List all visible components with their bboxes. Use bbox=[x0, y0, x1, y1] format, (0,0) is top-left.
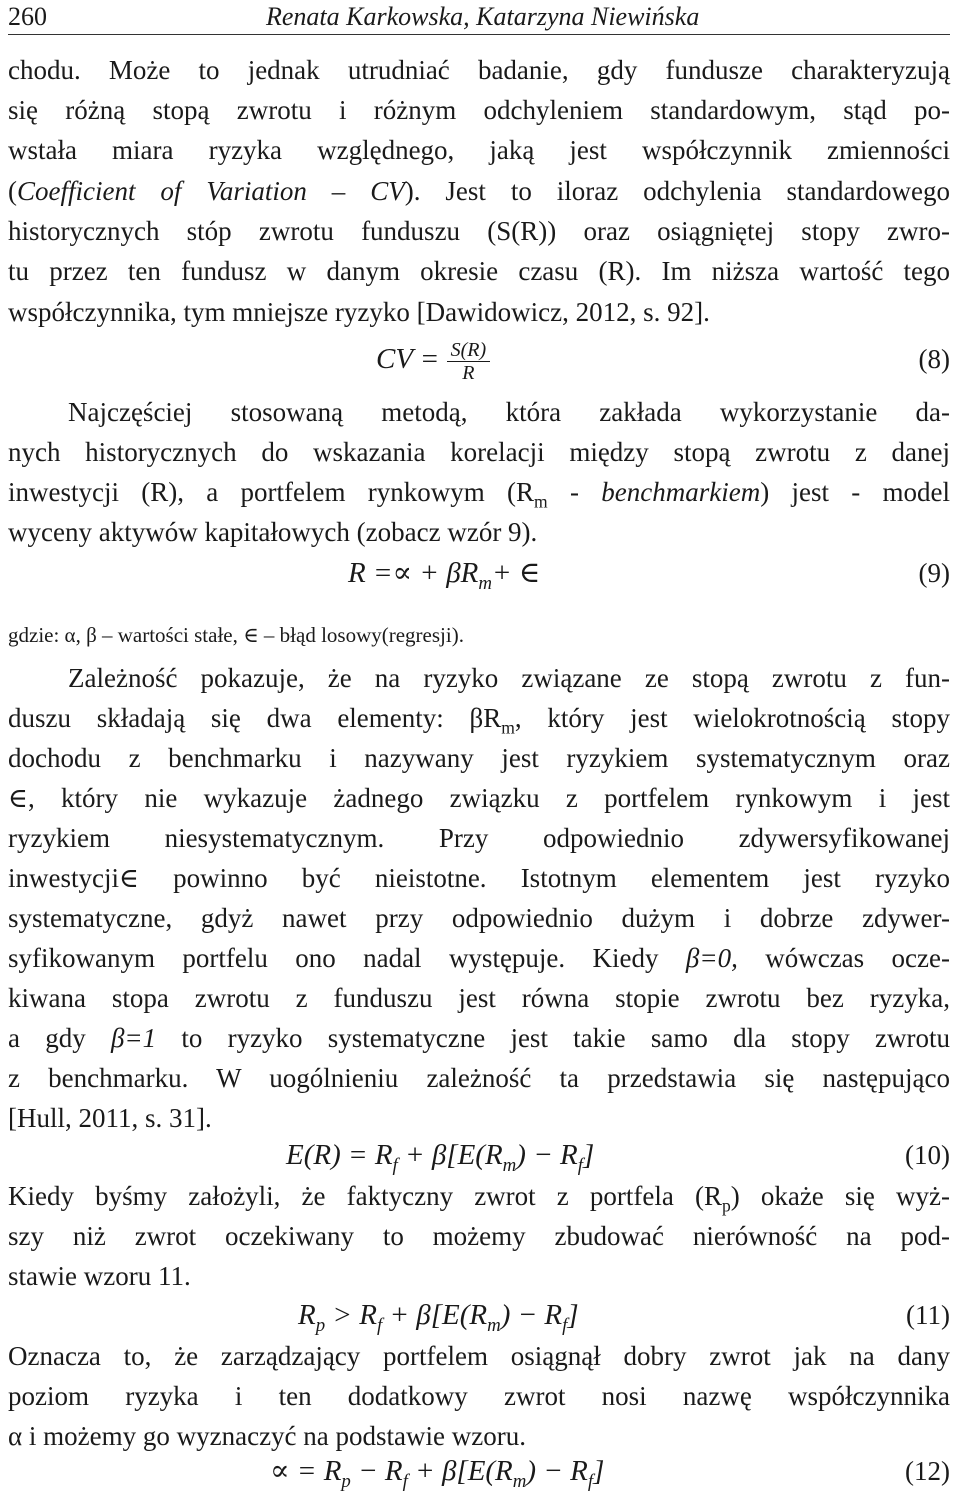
text-line: duszu składają się dwa elementy: $\beta R_m$, który jest wielokrotnością stopy bbox=[8, 703, 951, 738]
formula-10-expression: $E(R) = R_f + \beta[E(R_m) - R_f]$ bbox=[286, 1139, 595, 1176]
text-line: wyceny aktywów kapitałowych (zobacz wzór 9). bbox=[8, 517, 538, 547]
formula-12-expression: ∝ = $R_p - R_f + \beta[E(R_m) - R_f]$ bbox=[270, 1455, 605, 1492]
text-line: szy niż zwrot oczekiwany to możemy zbudować nierówność na pod- bbox=[8, 1221, 950, 1251]
text-line: Zależność pokazuje, że na ryzyko związane ze stopą zwrotu z fun- bbox=[68, 663, 950, 693]
text-line: dochodu z benchmarku i nazywany jest ryzykiem systematycznym oraz bbox=[8, 743, 950, 773]
formula-11 bbox=[8, 1294, 950, 1336]
formula-9 bbox=[8, 552, 950, 594]
text-line: ryzykiem niesystematycznym. Przy odpowiednio zdywersyfikowanej bbox=[8, 823, 950, 853]
text-line: się różną stopą zwrotu i różnym odchyleniem standardowym, stąd po- bbox=[8, 95, 950, 125]
text-line: wstała miara ryzyka względnego, jaką jest współczynnik zmienności bbox=[8, 135, 950, 165]
text-line: Oznacza to, że zarządzający portfelem osiągnął dobry zwrot jak na dany bbox=[8, 1341, 950, 1371]
running-head-authors: Renata Karkowska, Katarzyna Niewińska bbox=[266, 2, 700, 31]
formula-8-expression: CV = $\frac{S(R)}{R}$ bbox=[376, 338, 490, 384]
formula-number: (10) bbox=[905, 1140, 950, 1170]
text-line: nych historycznych do wskazania korelacji między stopą zwrotu z danej bbox=[8, 437, 950, 467]
text-line: α i możemy go wyznaczyć na podstawie wzoru. bbox=[8, 1421, 526, 1451]
formula-note: gdzie: α, β – wartości stałe, ∈ – błąd losowy(regresji). bbox=[8, 623, 464, 647]
formula-number: (8) bbox=[918, 344, 950, 374]
page-number: 260 bbox=[8, 2, 47, 31]
formula-9-expression: R =∝ + $\beta R_m+$ ∈ bbox=[348, 557, 541, 594]
text-line: syfikowanym portfelu ono nadal występuje. Kiedy β=0, wówczas ocze- bbox=[8, 943, 950, 973]
text-line: (Coefficient of Variation – CV). Jest to iloraz odchylenia standardowego bbox=[8, 176, 950, 206]
text-line: systematyczne, gdyż nawet przy odpowiednio dużym i dobrze zdywer- bbox=[8, 903, 950, 933]
text-line: Najczęściej stosowaną metodą, która zakłada wykorzystanie da- bbox=[68, 397, 950, 427]
text-line: historycznych stóp zwrotu funduszu (S(R)) oraz osiągniętej stopy zwro- bbox=[8, 216, 950, 246]
text-line: Kiedy byśmy założyli, że faktyczny zwrot z portfela $(R_p)$ okaże się wyż- bbox=[8, 1181, 950, 1216]
italic-term: Coefficient of Variation – CV bbox=[17, 176, 405, 206]
formula-10 bbox=[8, 1134, 950, 1176]
page-header bbox=[8, 0, 950, 35]
text-line: a gdy β=1 to ryzyko systematyczne jest takie samo dla stopy zwrotu bbox=[8, 1023, 951, 1053]
text-line: z benchmarku. W uogólnieniu zależność ta przedstawia się następująco bbox=[8, 1063, 950, 1093]
text-line: chodu. Może to jednak utrudniać badanie, gdy fundusze charakteryzują bbox=[8, 55, 950, 85]
formula-number: (11) bbox=[906, 1300, 950, 1330]
text-line: [Hull, 2011, s. 31]. bbox=[8, 1103, 212, 1133]
text-line: kiwana stopa zwrotu z funduszu jest równa stopie zwrotu bez ryzyka, bbox=[8, 983, 950, 1013]
text-line: ∈, który nie wykazuje żadnego związku z portfelem rynkowym i jest bbox=[8, 783, 950, 813]
formula-12 bbox=[8, 1450, 950, 1492]
text-line: współczynnika, tym mniejsze ryzyko [Dawidowicz, 2012, s. 92]. bbox=[8, 297, 710, 327]
fraction: $\frac{S(R)}{R}$ bbox=[447, 339, 491, 384]
text-line: tu przez ten fundusz w danym okresie czasu (R). Im niższa wartość tego bbox=[8, 256, 950, 286]
text-line: inwestycji (R), a portfelem rynkowym ($R_m$ - benchmarkiem) jest - model bbox=[8, 477, 951, 512]
formula-8 bbox=[8, 338, 950, 384]
formula-number: (9) bbox=[918, 558, 950, 588]
text-line: poziom ryzyka i ten dodatkowy zwrot nosi nazwę współczynnika bbox=[8, 1381, 950, 1411]
formula-11-expression: $R_p > R_f + \beta[E(R_m) - R_f]$ bbox=[298, 1299, 579, 1336]
text-line: inwestycji∈ powinno być nieistotne. Istotnym elementem jest ryzyko bbox=[8, 863, 950, 893]
text-line: stawie wzoru 11. bbox=[8, 1261, 191, 1291]
formula-number: (12) bbox=[905, 1456, 950, 1486]
